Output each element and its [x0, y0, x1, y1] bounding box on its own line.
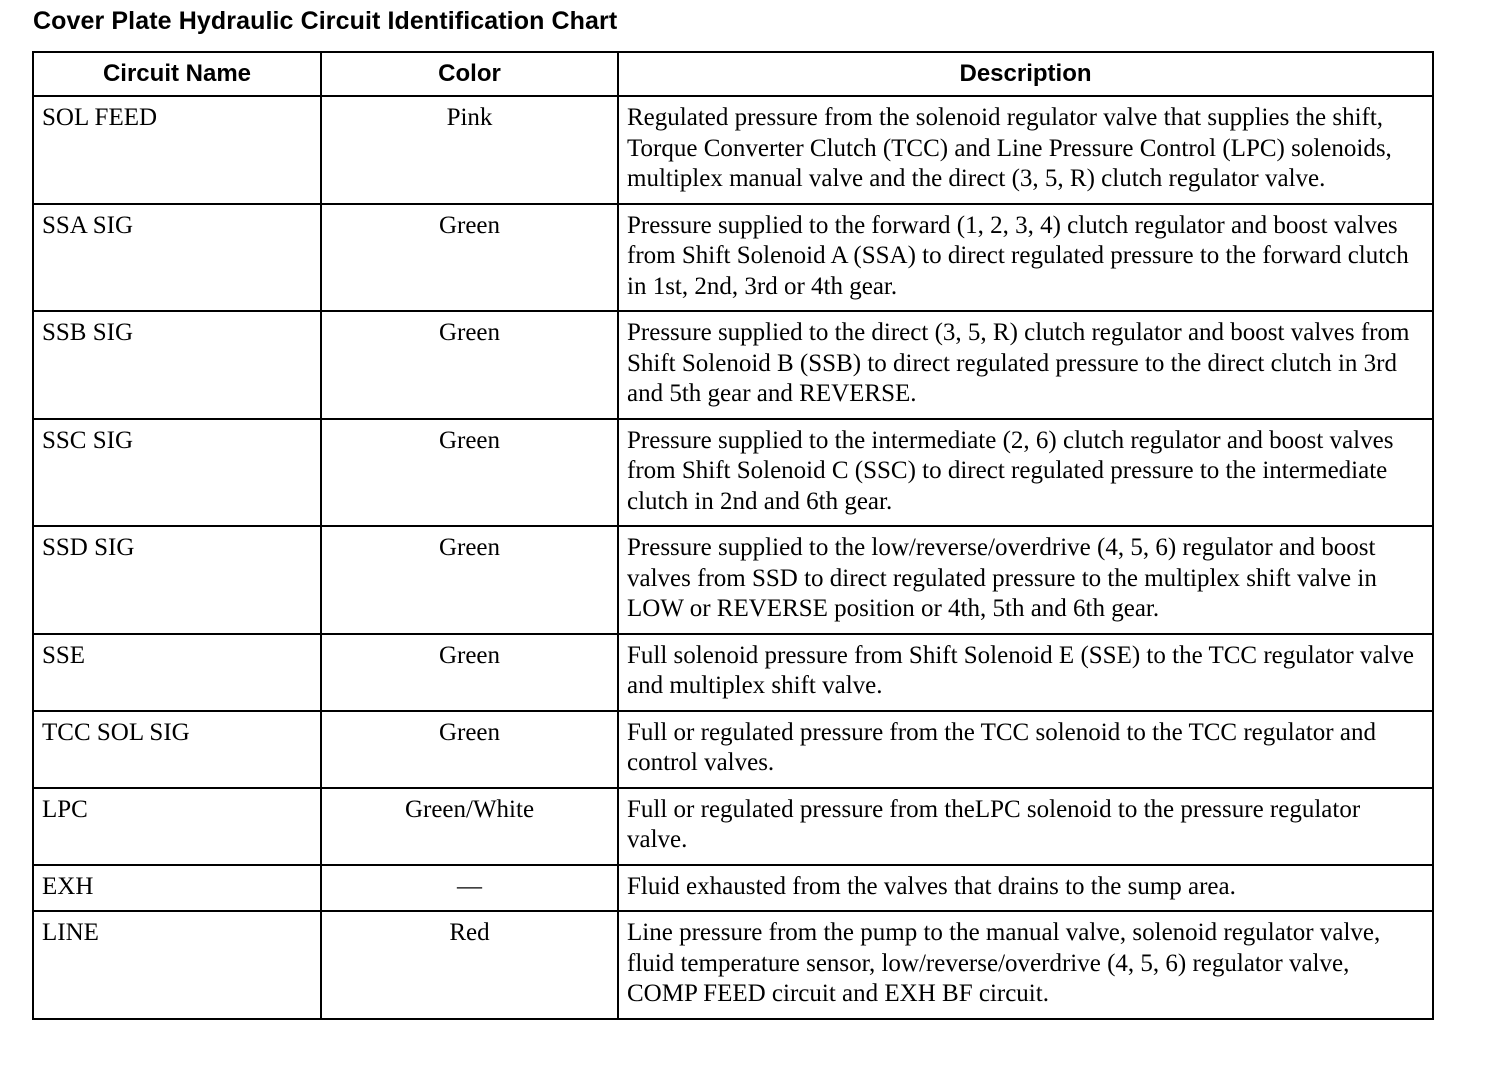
circuit-name-cell: SSA SIG — [33, 204, 321, 312]
circuit-description-cell: Pressure supplied to the low/reverse/overdrive (4, 5, 6) regulator and boost valves from SSD to direct regulated pressure to the multiplex shift valve in LOW or REVERSE position or 4th, 5th and 6th gear. — [618, 526, 1433, 634]
circuit-name-cell: TCC SOL SIG — [33, 711, 321, 788]
circuit-description-cell: Full or regulated pressure from theLPC solenoid to the pressure regulator valve. — [618, 788, 1433, 865]
circuit-color-cell: Green — [321, 634, 618, 711]
chart-title: Cover Plate Hydraulic Circuit Identification Chart — [33, 7, 618, 35]
table-row — [33, 788, 1433, 865]
column-header-description: Description — [618, 52, 1433, 96]
circuit-description-cell: Regulated pressure from the solenoid regulator valve that supplies the shift, Torque Converter Clutch (TCC) and Line Pressure Control (LPC) solenoids, multiplex manual valve and the direct (3, 5, R) clutch regulator valve. — [618, 96, 1433, 204]
circuit-description-cell: Line pressure from the pump to the manual valve, solenoid regulator valve, fluid temperature sensor, low/reverse/overdrive (4, 5, 6) regulator valve, COMP FEED circuit and EXH BF circuit. — [618, 911, 1433, 1019]
circuit-name-cell: SSE — [33, 634, 321, 711]
table-row — [33, 526, 1433, 634]
table-row — [33, 911, 1433, 1019]
circuit-description-cell: Full or regulated pressure from the TCC solenoid to the TCC regulator and control valves. — [618, 711, 1433, 788]
table-row — [33, 865, 1433, 912]
circuit-name-cell: SOL FEED — [33, 96, 321, 204]
table-row — [33, 419, 1433, 527]
circuit-description-cell: Full solenoid pressure from Shift Solenoid E (SSE) to the TCC regulator valve and multiplex shift valve. — [618, 634, 1433, 711]
table-row — [33, 204, 1433, 312]
circuit-name-cell: SSC SIG — [33, 419, 321, 527]
circuit-name-cell: SSB SIG — [33, 311, 321, 419]
circuit-color-cell: — — [321, 865, 618, 912]
table-row — [33, 96, 1433, 204]
circuit-name-cell: SSD SIG — [33, 526, 321, 634]
circuit-color-cell: Green — [321, 419, 618, 527]
circuit-color-cell: Pink — [321, 96, 618, 204]
circuit-description-cell: Pressure supplied to the forward (1, 2, 3, 4) clutch regulator and boost valves from Shift Solenoid A (SSA) to direct regulated pressure to the forward clutch in 1st, 2nd, 3rd or 4th gear. — [618, 204, 1433, 312]
circuit-color-cell: Green — [321, 311, 618, 419]
circuit-name-cell: LINE — [33, 911, 321, 1019]
circuit-description-cell: Pressure supplied to the intermediate (2, 6) clutch regulator and boost valves from Shift Solenoid C (SSC) to direct regulated pressure to the intermediate clutch in 2nd and 6th gear. — [618, 419, 1433, 527]
column-header-color: Color — [321, 52, 618, 96]
circuit-color-cell: Green — [321, 204, 618, 312]
circuit-identification-table — [32, 51, 1434, 1020]
circuit-name-cell: LPC — [33, 788, 321, 865]
circuit-color-cell: Green/White — [321, 788, 618, 865]
circuit-color-cell: Green — [321, 526, 618, 634]
circuit-name-cell: EXH — [33, 865, 321, 912]
table-header-row — [33, 52, 1433, 96]
circuit-color-cell: Green — [321, 711, 618, 788]
table-row — [33, 311, 1433, 419]
table-row — [33, 711, 1433, 788]
column-header-circuit-name: Circuit Name — [33, 52, 321, 96]
circuit-description-cell: Fluid exhausted from the valves that drains to the sump area. — [618, 865, 1433, 912]
circuit-color-cell: Red — [321, 911, 618, 1019]
table-row — [33, 634, 1433, 711]
circuit-description-cell: Pressure supplied to the direct (3, 5, R) clutch regulator and boost valves from Shift Solenoid B (SSB) to direct regulated pressure to the direct clutch in 3rd and 5th gear and REVERSE. — [618, 311, 1433, 419]
